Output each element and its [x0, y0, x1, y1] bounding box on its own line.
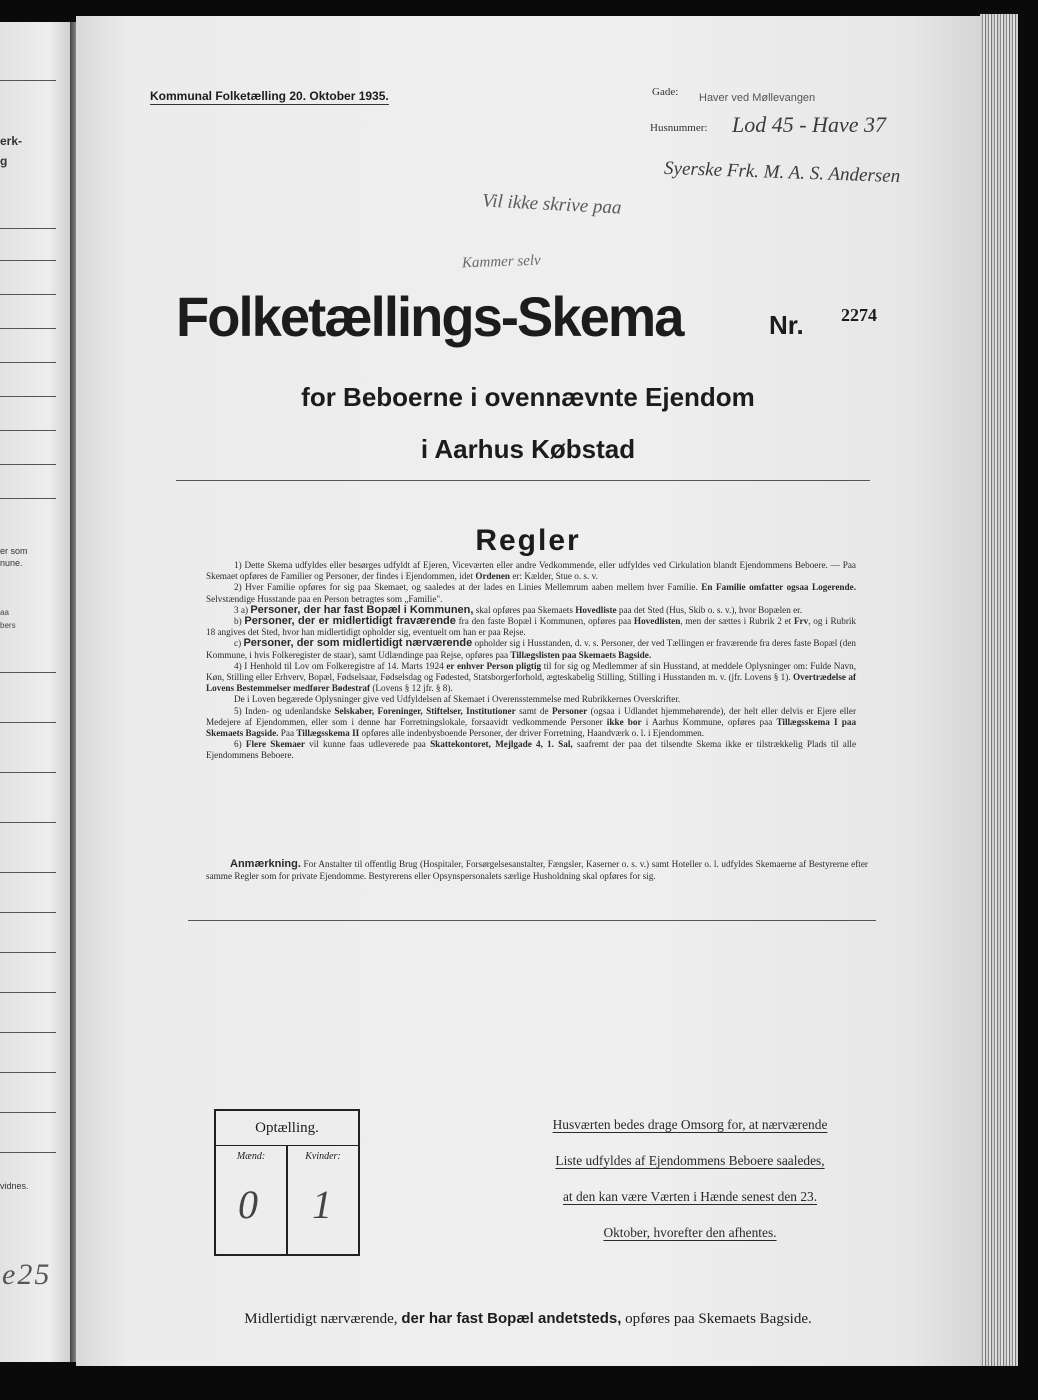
- rule-line: [0, 772, 56, 773]
- left-text-fragment: er som: [0, 546, 28, 556]
- men-label: Mænd:: [236, 1151, 266, 1162]
- left-page-fragment: [0, 22, 70, 1362]
- husnummer-value: Lod 45 - Have 37: [732, 112, 886, 137]
- rule-2: 2) Hver Familie opføres for sig paa Skemaet, og saaledes at der lades en Linies Mellemrum aaben mellem hver Familie. En Familie omfatter ogsaa Logerende. Selvstændige Husstande paa en Person betragtes som „Familie".: [206, 582, 856, 604]
- left-text-fragment: bers: [0, 621, 16, 630]
- rule-line: [0, 80, 56, 81]
- rule-line: [0, 822, 56, 823]
- form-title: Folketællings-Skema: [176, 285, 683, 348]
- form-subtitle: for Beboerne i ovennævnte Ejendom: [301, 382, 755, 412]
- rule-line: [0, 1152, 56, 1153]
- census-form-page: [76, 16, 980, 1366]
- form-number-label: Nr.: [769, 310, 804, 340]
- rule-line: [0, 1112, 56, 1113]
- footer-note: Midlertidigt nærværende, der har fast Bopæl andetsteds, opføres paa Skemaets Bagside.: [244, 1310, 812, 1327]
- rule-4: 4) I Henhold til Lov om Folkeregistre af 14. Marts 1924 er enhver Person pligtig til for sig og Medlemmer af sin Husstand, at meddele Oplysninger om: Fulde Navn, Køn, Stilling eller Erhverv, Bopæl, Fødselsaar, Fødselsdag og Fødested, Statsborgerforhold, ægteskabelig Stilling, Stilling i Husstanden m. v. (jfr. Lovens § 1). Overtrædelse af Lovens Bestemmelser medfører Bødestraf (Lovens § 12 jfr. § 8).: [206, 660, 857, 694]
- rule-line: [0, 362, 56, 363]
- annotation-note: Anmærkning. For Anstalter til offentlig Brug (Hospitaler, Forsørgelsesanstalter, Fængsler, Kaserner o. s. v.) samt Hoteller o. l. udfyldes Skemaerne af Bestyrerne efter samme Regler som for private Ejendomme. Bestyrerens eller Opsynspersonalets særlige Husholdning skal opføres for sig.: [206, 858, 868, 881]
- notice-line: at den kan være Værten i Hænde senest den 23.: [562, 1189, 818, 1204]
- rule-line: [0, 912, 56, 913]
- rule-5: 5) Inden- og udenlandske Selskaber, Foreninger, Stiftelser, Institutioner samt de Personer (ogsaa i Udlandet hjemmehørende), der helt eller delvis er Ejere eller Medejere af Ejendommen, eller som i denne har Forretningslokale, forsaavidt vedkommende Personer ikke bor i Aarhus Kommune, opføres paa Tillægsskema I paa Skemaets Bagside. Paa Tillægsskema II opføres alle indenbysboende Personer, der driver Forretning, Haandværk o. l. i Ejendommen.: [206, 705, 857, 739]
- rule-line: [0, 722, 56, 723]
- census-header: Kommunal Folketælling 20. Oktober 1935.: [150, 89, 389, 103]
- rule-6: 6) Flere Skemaer vil kunne faas udleverede paa Skattekontoret, Mejlgade 4, 1. Sal, saafremt der paa det tilsendte Skema ikke er tilstrækkelig Plads til alle Ejendommens Beboere.: [206, 739, 857, 761]
- rule-line: [0, 498, 56, 499]
- rule-line: [0, 952, 56, 953]
- rule-line: [0, 396, 56, 397]
- rule-1: 1) Dette Skema udfyldes eller besørges udfyldt af Ejeren, Viceværten eller andre Vedkommende, eller udfyldes ved Cirkulation blandt Ejendommens Beboere. — Paa Skemaet opføres de Familier og Personer, der findes i Ejendommen, idet Ordenen er: Kælder, Stue o. s. v.: [206, 560, 856, 582]
- rule-line: [0, 430, 56, 431]
- handwritten-fragment: e25: [2, 1258, 52, 1291]
- divider: [176, 480, 870, 481]
- book-page-edges: [980, 14, 1018, 1366]
- rule-line: [0, 672, 56, 673]
- women-label: Kvinder:: [305, 1151, 341, 1162]
- rules-text: [206, 560, 856, 762]
- count-box-title: Optælling.: [216, 1111, 358, 1146]
- rule-3b: b) Personer, der er midlertidigt fraværende fra den faste Bopæl i Kommunen, opføres paa Hovedlisten, men der sættes i Rubrik 2 et Frv, og i Rubrik 18 angives det Sted, hvor han midlertidigt opholder sig, eventuelt om han er paa Rejse.: [206, 615, 857, 638]
- rule-4b: De i Loven begærede Oplysninger give ved Udfyldelsen af Skemaet i Overensstemmelse med Rubrikkernes Overskrifter.: [234, 694, 681, 705]
- count-box: [214, 1109, 360, 1256]
- rule-line: [0, 872, 56, 873]
- rule-line: [0, 464, 56, 465]
- form-number-value: 2274: [841, 305, 877, 325]
- gade-label: Gade:: [652, 86, 679, 98]
- rule-3c: c) Personer, der som midlertidigt nærværende opholder sig i Husstanden, d. v. s. Personer, der ved Tællingen er fraværende fra deres faste Bopæl (den Kommune, i hvis Folkeregister de staar), samt Udlændinge paa Rejse, opføres paa Tillægslisten paa Skemaets Bagside.: [206, 637, 857, 660]
- rule-3a: 3 a) Personer, der har fast Bopæl i Kommunen, skal opføres paa Skemaets Hovedliste paa det Sted (Hus, Skib o. s. v.), hvor Bopælen er.: [234, 603, 803, 616]
- husnummer-label: Husnummer:: [650, 122, 708, 134]
- left-text-fragment: erk-: [0, 134, 23, 148]
- handwritten-note: Vil ikke skrive paa: [481, 190, 622, 219]
- women-count: 1: [312, 1182, 332, 1227]
- rule-line: [0, 1072, 56, 1073]
- rules-heading: Regler: [475, 524, 581, 557]
- left-text-fragment: g: [0, 154, 8, 168]
- landlord-notice: [522, 1112, 858, 1246]
- handwritten-note: Kammer selv: [461, 252, 541, 272]
- gade-value: Haver ved Møllevangen: [699, 92, 816, 104]
- notice-line: Liste udfyldes af Ejendommens Beboere saaledes,: [555, 1153, 825, 1168]
- left-text-fragment: aa: [0, 608, 9, 617]
- rule-line: [0, 1032, 56, 1033]
- rule-line: [0, 260, 56, 261]
- rule-line: [0, 328, 56, 329]
- rule-line: [0, 228, 56, 229]
- handwritten-occupant-note: Syerske Frk. M. A. S. Andersen: [663, 157, 901, 188]
- rule-line: [0, 992, 56, 993]
- form-subtitle-city: i Aarhus Købstad: [420, 434, 636, 464]
- notice-line: Husværten bedes drage Omsorg for, at nærværende: [552, 1117, 828, 1132]
- left-text-fragment: vidnes.: [0, 1181, 29, 1191]
- men-count: 0: [238, 1182, 258, 1227]
- left-text-fragment: nune.: [0, 558, 23, 568]
- rule-line: [0, 294, 56, 295]
- divider: [188, 920, 876, 921]
- notice-line: Oktober, hvorefter den afhentes.: [603, 1225, 777, 1240]
